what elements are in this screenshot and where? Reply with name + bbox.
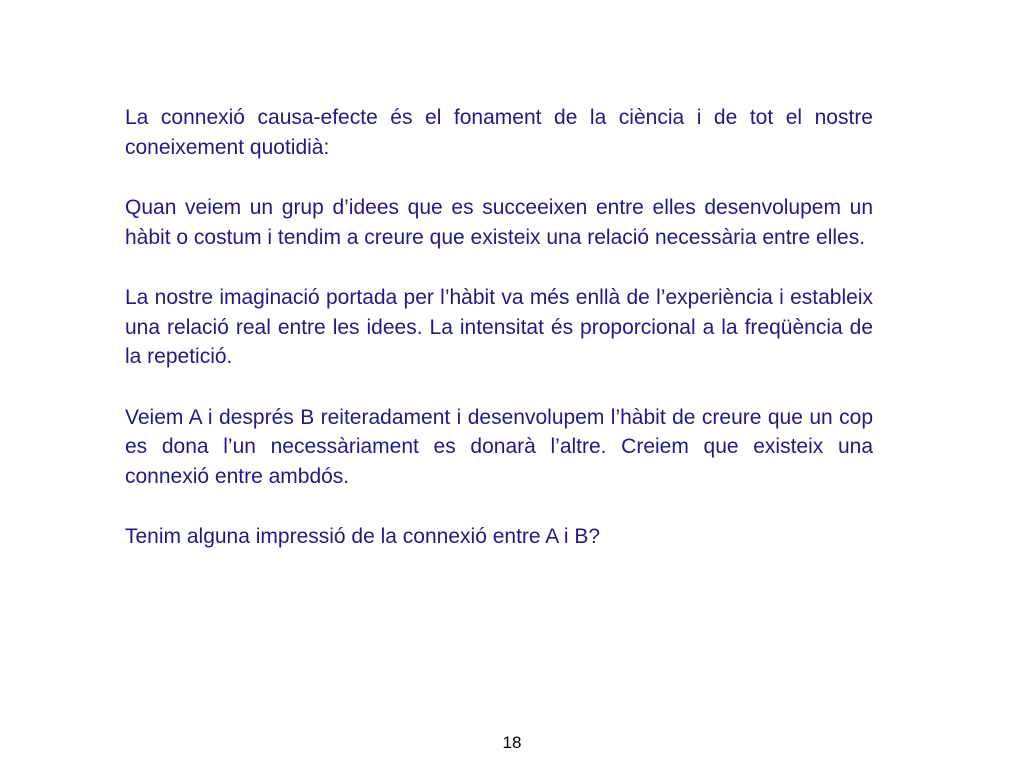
page-number: 18: [502, 733, 522, 752]
paragraph-2: Quan veiem un grup d’idees que es succeeixen entre elles desenvolupem un hàbit o costum i tendim a creure que existeix una relació necessària entre elles.: [125, 196, 873, 249]
paragraph-5: Tenim alguna impressió de la connexió entre A i B?: [125, 525, 601, 548]
paragraph-4: Veiem A i després B reiteradament i desenvolupem l’hàbit de creure que un cop es dona l’un necessàriament es donarà l’altre. Creiem que existeix una connexió entre ambdós.: [125, 405, 873, 488]
slide-body: [125, 103, 873, 583]
paragraph-1: La connexió causa-efecte és el fonament de la ciència i de tot el nostre coneixement quotidià:: [125, 106, 873, 159]
paragraph-3: La nostre imaginació portada per l’hàbit va més enllà de l’experiència i estableix una relació real entre les idees. La intensitat és proporcional a la freqüència de la repetició.: [125, 286, 873, 368]
